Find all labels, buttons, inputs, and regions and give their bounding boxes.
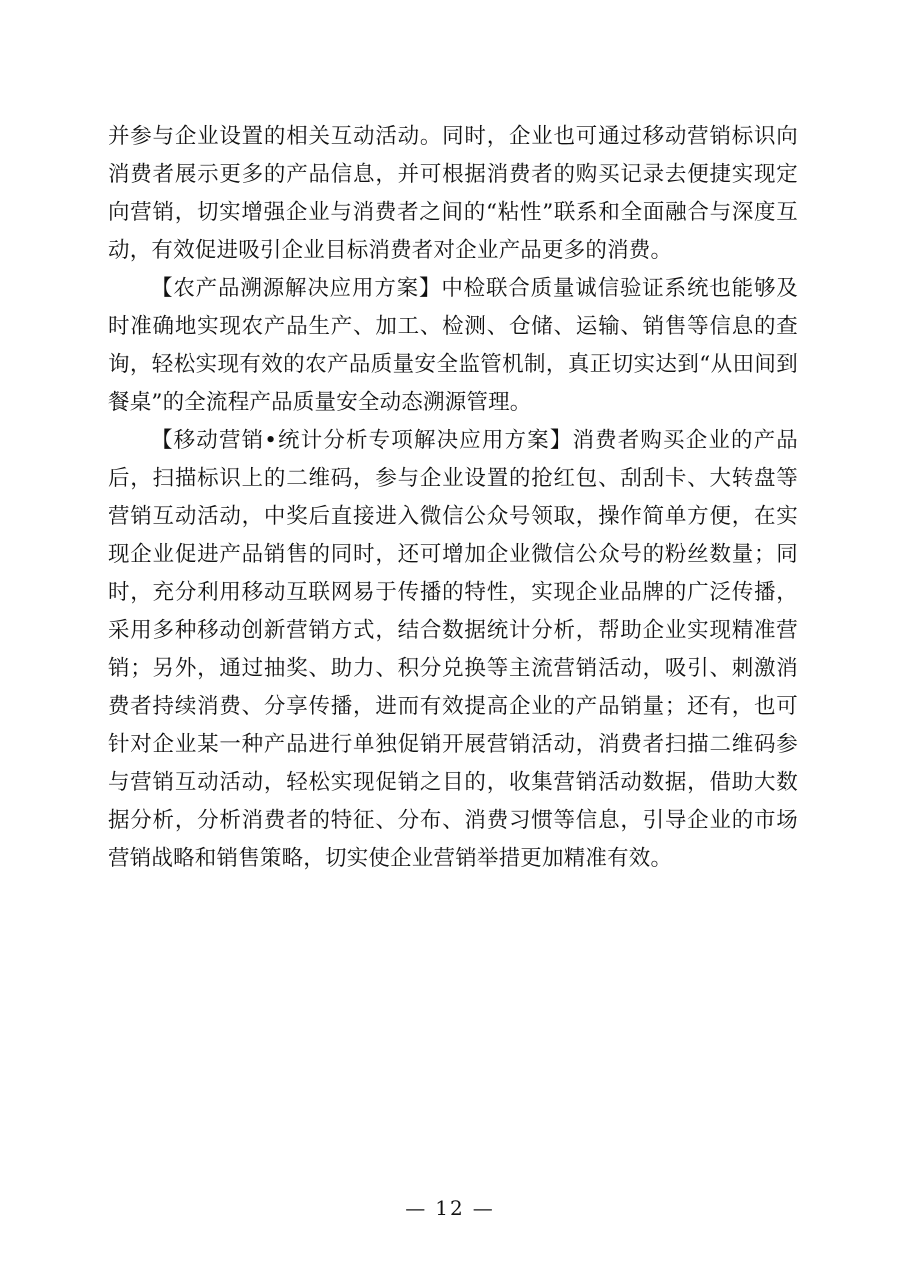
paragraph-continued: 并参与企业设置的相关互动活动。同时，企业也可通过移动营销标识向消费者展示更多的产品信息，并可根据消费者的购买记录去便捷实现定向营销，切实增强企业与消费者之间的“粘性”联系和全面融合与深度互动，有效促进吸引企业目标消费者对企业产品更多的消费。	[108, 124, 798, 263]
page-footer	[0, 1196, 900, 1220]
footer-dash-left: —	[405, 1196, 428, 1220]
page-body	[108, 118, 798, 878]
paragraph-marketing: 【移动营销•统计分析专项解决应用方案】消费者购买企业的产品后，扫描标识上的二维码，参与企业设置的抢红包、刮刮卡、大转盘等营销互动活动，中奖后直接进入微信公众号领取，操作简单方便，在实现企业促进产品销售的同时，还可增加企业微信公众号的粉丝数量；同时，充分利用移动互联网易于传播的特性，实现企业品牌的广泛传播，采用多种移动创新营销方式，结合数据统计分析，帮助企业实现精准营销；另外，通过抽奖、助力、积分兑换等主流营销活动，吸引、刺激消费者持续消费、分享传播，进而有效提高企业的产品销量；还有，也可针对企业某一种产品进行单独促销开展营销活动，消费者扫描二维码参与营销互动活动，轻松实现促销之目的，收集营销活动数据，借助大数据分析，分析消费者的特征、分布、消费习惯等信息，引导企业的市场营销战略和销售策略，切实使企业营销举措更加精准有效。	[108, 428, 798, 871]
footer-dash-right: —	[472, 1196, 495, 1220]
page-number: 12	[435, 1196, 465, 1220]
paragraph-traceability: 【农产品溯源解决应用方案】中检联合质量诚信验证系统也能够及时准确地实现农产品生产、加工、检测、仓储、运输、销售等信息的查询，轻松实现有效的农产品质量安全监管机制，真正切实达到“从田间到餐桌”的全流程产品质量安全动态溯源管理。	[108, 276, 798, 415]
